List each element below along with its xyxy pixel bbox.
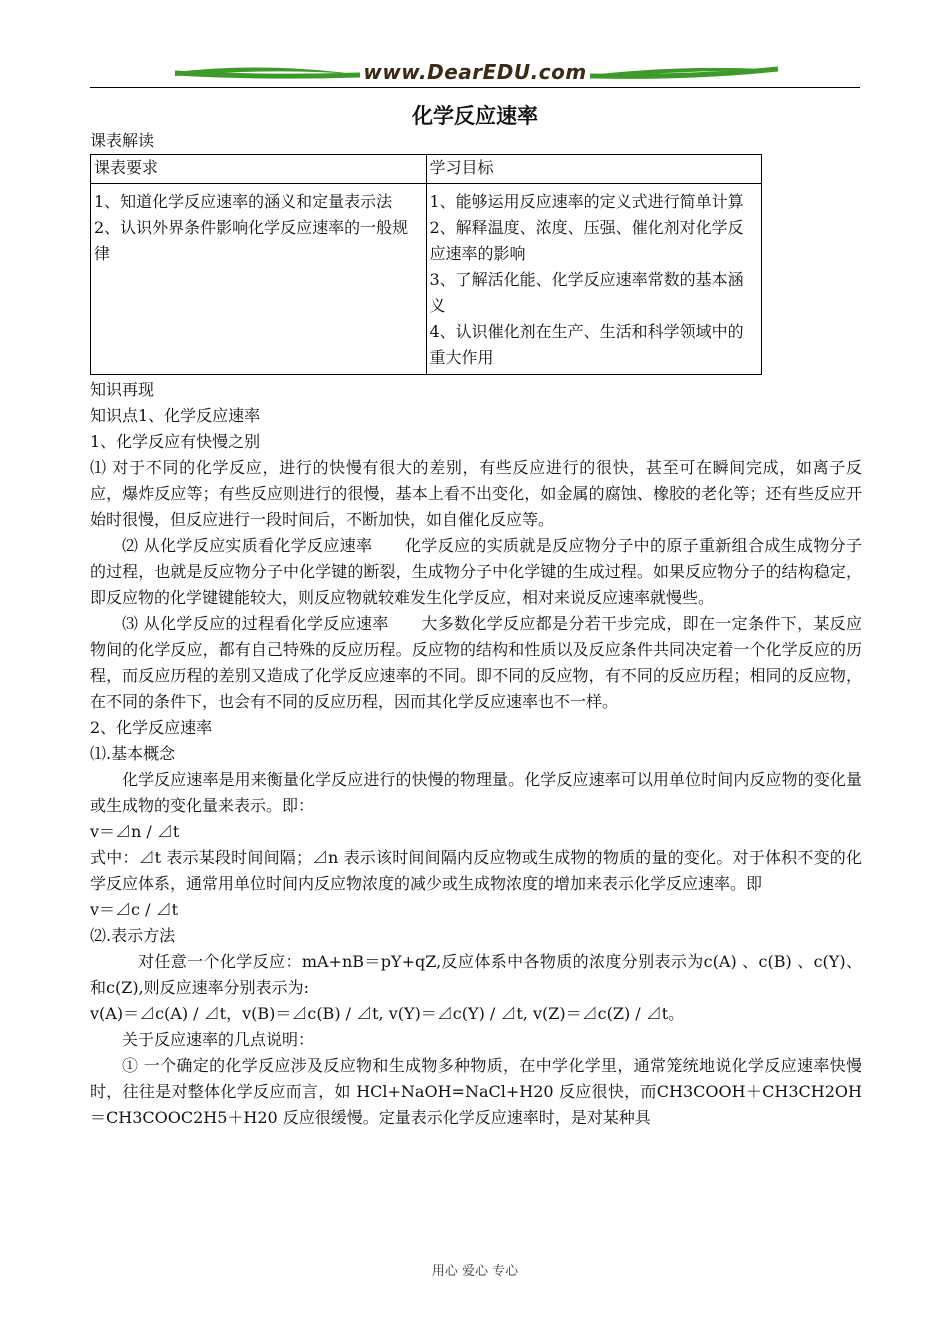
- paragraph-8: ① 一个确定的化学反应涉及反应物和生成物多种物质，在中学化学里，通常笼统地说化学反应速率快慢时，往往是对整体化学反应而言，如 HCl+NaOH=NaCl+H20 反应很快，而CH3COOH＋CH3CH2OH＝CH3COOC2H5＋H20 反应很缓慢。定量表示化学反应速率时，是对某种具: [90, 1056, 862, 1127]
- heading-1: 1、化学反应有快慢之别: [90, 432, 261, 451]
- curriculum-table: [90, 154, 762, 375]
- document-body: [90, 128, 862, 1131]
- formula-1: v＝⊿n / ⊿t: [90, 822, 180, 841]
- heading-2b: ⑵.表示方法: [90, 926, 176, 945]
- heading-2: 2、化学反应速率: [90, 718, 213, 737]
- section-curriculum: 课表解读: [90, 131, 155, 150]
- requirements-cell: [91, 184, 427, 375]
- paragraph-5: 式中：⊿t 表示某段时间间隔；⊿n 表示该时间间隔内反应物或生成物的物质的量的变化。对于体积不变的化学反应体系，通常用单位时间内反应物浓度的减少或生成物浓度的增加来表示化学反应速率。即: [90, 848, 862, 893]
- objective-item: 2、解释温度、浓度、压强、催化剂对化学反应速率的影响: [429, 218, 744, 263]
- paragraph-6: 对任意一个化学反应：mA+nB＝pY+qZ,反应体系中各物质的浓度分别表示为c(A) 、c(B) 、c(Y)、和c(Z),则反应速率分别表示为:: [90, 952, 862, 997]
- objective-item: 1、能够运用反应速率的定义式进行简单计算: [429, 192, 744, 211]
- paragraph-3: ⑶ 从化学反应的过程看化学反应速率 大多数化学反应都是分若干步完成，即在一定条件下，某反应物间的化学反应，都有自己特殊的反应历程。反应物的结构和性质以及反应条件共同决定着一个化学反应的历程，而反应历程的差别又造成了化学反应速率的不同。即不同的反应物，有不同的反应历程；相同的反应物，在不同的条件下，也会有不同的反应历程，因而其化学反应速率也不一样。: [90, 614, 862, 711]
- paragraph-1: ⑴ 对于不同的化学反应，进行的快慢有很大的差别，有些反应进行的很快，甚至可在瞬间完成，如离子反应，爆炸反应等；有些反应则进行的很慢，基本上看不出变化，如金属的腐蚀、橡胶的老化等；还有些反应开始时很慢，但反应进行一段时间后，不断加快，如自催化反应等。: [90, 458, 862, 529]
- paragraph-2: ⑵ 从化学反应实质看化学反应速率 化学反应的实质就是反应物分子中的原子重新组合成生成物分子的过程，也就是反应物分子中化学键的断裂，生成物分子中化学键的生成过程。如果反应物分子的结构稳定，即反应物的化学键键能较大，则反应物就较难发生化学反应，相对来说反应速率就慢些。: [90, 536, 862, 607]
- header-rule: [90, 87, 860, 88]
- objective-item: 4、认识催化剂在生产、生活和科学领域中的重大作用: [429, 322, 744, 367]
- heading-point1: 知识点1、化学反应速率: [90, 406, 261, 425]
- heading-2a: ⑴.基本概念: [90, 744, 176, 763]
- objectives-cell: [426, 184, 762, 375]
- page-title: 化学反应速率: [412, 104, 538, 128]
- page-footer: 用心 爱心 专心: [431, 1264, 519, 1279]
- requirement-item: 1、知道化学反应速率的涵义和定量表示法: [94, 192, 393, 211]
- formula-3: v(A)＝⊿c(A) / ⊿t，v(B)＝⊿c(B) / ⊿t, v(Y)＝⊿c(Y) / ⊿t, v(Z)＝⊿c(Z) / ⊿t。: [90, 1004, 685, 1023]
- objective-item: 3、了解活化能、化学反应速率常数的基本涵义: [429, 270, 744, 315]
- paragraph-4: 化学反应速率是用来衡量化学反应进行的快慢的物理量。化学反应速率可以用单位时间内反应物的变化量或生成物的变化量来表示。即：: [90, 770, 862, 815]
- requirement-item: 2、认识外界条件影响化学反应速率的一般规律: [94, 218, 409, 263]
- formula-2: v＝⊿c / ⊿t: [90, 900, 178, 919]
- table-header-objectives: 学习目标: [426, 155, 762, 184]
- paragraph-7: 关于反应速率的几点说明：: [122, 1030, 315, 1049]
- site-url-logo: www.DearEDU.com: [363, 60, 587, 84]
- table-header-requirements: 课表要求: [91, 155, 427, 184]
- heading-knowledge: 知识再现: [90, 380, 155, 399]
